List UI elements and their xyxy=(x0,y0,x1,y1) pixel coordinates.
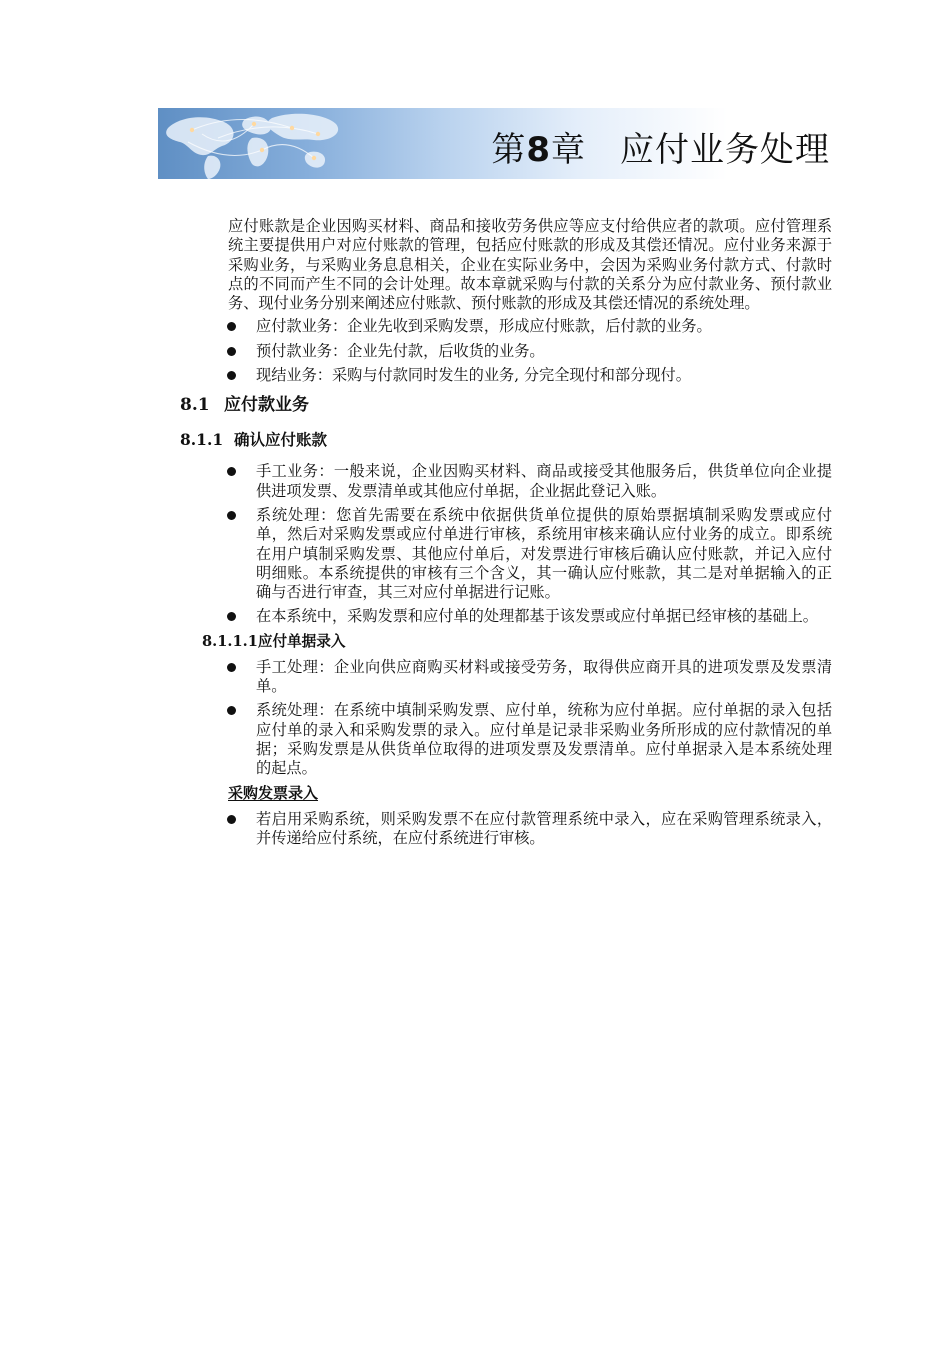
bullet-icon xyxy=(227,663,236,672)
list-item: 系统处理：您首先需要在系统中依据供货单位提供的原始票据填制采购发票或应付单，然后对采购发票或应付单进行审核，系统用审核来确认应付业务的成立。即系统在用户填制采购发票、其他应付单后，对发票进行审核后确认应付账款，并记入应付明细账。本系统提供的审核有三个含义，其一确认应付账款，其二是对单据输入的正确与否进行审查，其三对应付单据进行记账。 xyxy=(180,506,832,602)
list-item: 手工处理：企业向供应商购买材料或接受劳务，取得供应商开具的进项发票及发票清单。 xyxy=(180,658,832,697)
section-title: 应付款业务 xyxy=(224,395,309,416)
list-item: 手工业务：一般来说，企业因购买材料、商品或接受其他服务后，供货单位向企业提供进项发票、发票清单或其他应付单据，企业据此登记入账。 xyxy=(180,462,832,501)
section-heading-8-1-1-1 xyxy=(202,632,832,651)
purchase-invoice-entry-subheading: 采购发票录入 xyxy=(228,783,319,802)
document-entry-bullet-list xyxy=(180,658,832,779)
purchase-invoice-bullet-list xyxy=(180,810,832,849)
section-title: 确认应付账款 xyxy=(234,430,328,450)
confirm-payable-bullet-list xyxy=(180,462,832,626)
list-item: 在本系统中，采购发票和应付单的处理都基于该发票或应付单据已经审核的基础上。 xyxy=(180,607,832,626)
chapter-banner xyxy=(158,108,836,179)
list-item: 应付款业务：企业先收到采购发票，形成应付账款，后付款的业务。 xyxy=(180,317,832,336)
section-number: 8.1.1.1 xyxy=(202,632,258,650)
bullet-icon xyxy=(227,467,236,476)
list-item: 若启用采购系统，则采购发票不在应付款管理系统中录入，应在采购管理系统录入，并传递给应付系统，在应付系统进行审核。 xyxy=(180,810,832,849)
document-body xyxy=(180,217,832,853)
chapter-suffix: 章 xyxy=(551,130,586,170)
list-item: 现结业务：采购与付款同时发生的业务, 分完全现付和部分现付。 xyxy=(180,366,832,385)
section-title: 应付单据录入 xyxy=(257,632,346,650)
list-item: 系统处理：在系统中填制采购发票、应付单，统称为应付单据。应付单据的录入包括应付单的录入和采购发票的录入。应付单是记录非采购业务所形成的应付款情况的单据；采购发票是从供货单位取得的进项发票及发票清单。应付单据录入是本系统处理的起点。 xyxy=(180,701,832,778)
chapter-title-text: 应付业务处理 xyxy=(620,130,830,170)
chapter-title xyxy=(491,122,830,171)
intro-bullet-list xyxy=(180,317,832,385)
bullet-icon xyxy=(227,371,236,380)
section-heading-8-1 xyxy=(180,394,832,416)
section-heading-8-1-1 xyxy=(180,430,832,450)
bullet-icon xyxy=(227,322,236,331)
bullet-icon xyxy=(227,706,236,715)
list-item: 预付款业务：企业先付款，后收货的业务。 xyxy=(180,342,832,361)
chapter-prefix: 第 xyxy=(491,130,527,170)
chapter-number: 8 xyxy=(526,130,551,170)
bullet-icon xyxy=(227,612,236,621)
bullet-icon xyxy=(227,815,236,824)
intro-paragraph: 应付账款是企业因购买材料、商品和接收劳务供应等应支付给供应者的款项。应付管理系统主要提供用户对应付账款的管理，包括应付账款的形成及其偿还情况。应付业务来源于采购业务，与采购业务息息相关，企业在实际业务中，会因为采购业务付款方式、付款时点的不同而产生不同的会计处理。故本章就采购与付款的关系分为应付款业务、预付款业务、现付业务分别来阐述应付账款、预付账款的形成及其偿还情况的系统处理。 xyxy=(228,217,832,313)
section-number: 8.1 xyxy=(180,395,210,416)
section-number: 8.1.1 xyxy=(180,430,224,450)
bullet-icon xyxy=(227,347,236,356)
bullet-icon xyxy=(227,511,236,520)
